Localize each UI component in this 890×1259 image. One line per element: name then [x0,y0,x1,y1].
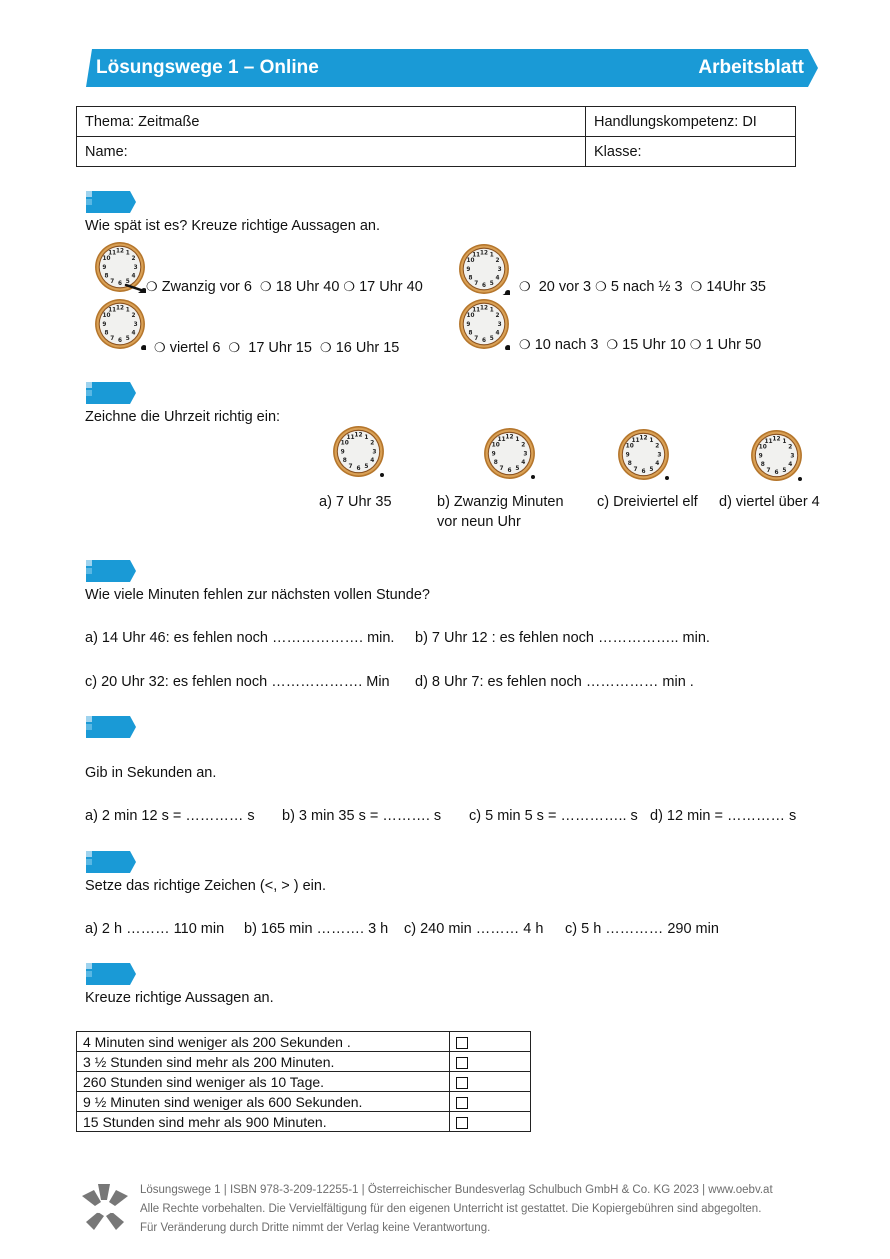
radio-bullet[interactable]: ❍ [320,340,332,355]
task2-b-line2: vor neun Uhr [437,514,521,530]
option: Zwanzig vor 6 [161,279,252,295]
header-banner [86,49,818,87]
header-title: Lösungswege 1 – Online [96,57,319,78]
radio-bullet[interactable]: ❍ [606,337,619,352]
task4-d: d) 12 min = ………… s [650,808,797,824]
footer [140,1181,773,1238]
radio-bullet[interactable]: ❍ [595,279,607,294]
task2-c: c) Dreiviertel elf [597,494,698,510]
option: 10 nach 3 [534,337,599,353]
checkbox[interactable] [456,1097,468,1109]
task3-d: d) 8 Uhr 7: es fehlen noch …………… min . [415,674,694,690]
option: 17 Uhr 40 [359,279,423,295]
task3-c: c) 20 Uhr 32: es fehlen noch ………………. Min [85,674,390,690]
footer-line: Lösungswege 1 | ISBN 978-3-209-12255-1 | Österreichischer Bundesverlag Schulbuch GmbH & Co. KG 2023 | www.oebv.at [140,1184,773,1196]
clock-icon [94,241,146,293]
task4-c: c) 5 min 5 s = ………….. s [469,808,638,824]
task5-c: c) 240 min ……… 4 h [404,921,544,937]
info-table [76,106,796,167]
task3-prompt: Wie viele Minuten fehlen zur nächsten vollen Stunde? [85,587,430,603]
table-row [77,1092,531,1112]
footer-line: Für Veränderung durch Dritte nimmt der Verlag keine Verantwortung. [140,1222,491,1234]
blank-clock-icon[interactable] [617,428,670,481]
radio-bullet[interactable]: ❍ [519,337,531,352]
option: 1 Uhr 50 [705,337,762,353]
option: 17 Uhr 15 [248,340,312,356]
statement: 15 Stunden sind mehr als 900 Minuten. [77,1112,450,1132]
table-row [77,1052,531,1072]
option: viertel 6 [169,340,221,356]
task3-b: b) 7 Uhr 12 : es fehlen noch …………….. min. [415,630,710,646]
statement: 3 ½ Stunden sind mehr als 200 Minuten. [77,1052,450,1072]
blank-clock-icon[interactable] [332,425,385,478]
task4-b: b) 3 min 35 s = ………. s [282,808,442,824]
checkbox[interactable] [456,1057,468,1069]
task-marker-icon [86,191,136,213]
task5-b: b) 165 min ………. 3 h [244,921,389,937]
header-type: Arbeitsblatt [698,57,804,78]
table-row [77,1112,531,1132]
task-marker-icon [86,560,136,582]
statement: 260 Stunden sind weniger als 10 Tage. [77,1072,450,1092]
option: 20 vor 3 [538,279,592,295]
task-marker-icon [86,963,136,985]
task1-row1-right [519,279,766,295]
task-marker-icon [86,851,136,873]
radio-bullet[interactable]: ❍ [343,279,356,294]
clock-icon [94,298,146,350]
option: 14Uhr 35 [706,279,766,295]
clock-icon [458,243,510,295]
radio-bullet[interactable]: ❍ [519,279,531,294]
task1-prompt: Wie spät ist es? Kreuze richtige Aussagen an. [85,218,380,234]
radio-bullet[interactable]: ❍ [260,279,272,294]
logo-text: öbv [94,1205,116,1216]
class-cell[interactable]: Klasse: [586,137,796,167]
option: 18 Uhr 40 [275,279,340,295]
statement: 9 ½ Minuten sind weniger als 600 Sekunden. [77,1092,450,1112]
name-cell[interactable]: Name: [77,137,586,167]
task-marker-icon [86,716,136,738]
blank-clock-icon[interactable] [750,429,803,482]
radio-bullet[interactable]: ❍ [228,340,241,355]
table-row [77,1072,531,1092]
radio-bullet[interactable]: ❍ [690,279,703,294]
statements-table [76,1031,531,1132]
task2-d: d) viertel über 4 [719,494,820,510]
table-row [77,1032,531,1052]
task4-a: a) 2 min 12 s = ………… s [85,808,255,824]
option: 5 nach ½ 3 [610,279,683,295]
task3-a: a) 14 Uhr 46: es fehlen noch ………………. min. [85,630,395,646]
task-marker-icon [86,382,136,404]
task1-row2-left [154,340,399,356]
task2-b-line1: b) Zwanzig Minuten [437,494,564,510]
checkbox[interactable] [456,1037,468,1049]
option: 15 Uhr 10 [622,337,686,353]
task2-prompt: Zeichne die Uhrzeit richtig ein: [85,409,281,425]
topic-cell: Thema: Zeitmaße [77,107,586,137]
radio-bullet[interactable]: ❍ [154,340,166,355]
checkbox[interactable] [456,1077,468,1089]
clock-icon [458,298,510,350]
task1-row1-left [146,279,423,295]
task6-prompt: Kreuze richtige Aussagen an. [85,990,274,1006]
checkbox[interactable] [456,1117,468,1129]
task4-prompt: Gib in Sekunden an. [85,765,217,781]
statement: 4 Minuten sind weniger als 200 Sekunden . [77,1032,450,1052]
option: 16 Uhr 15 [335,340,400,356]
radio-bullet[interactable]: ❍ [689,337,702,352]
footer-line: Alle Rechte vorbehalten. Die Vervielfältigung für den eigenen Unterricht ist gestattet. Die Kopiergebühren sind abgegolten. [140,1203,762,1215]
task5-d: c) 5 h ………… 290 min [565,921,719,937]
blank-clock-icon[interactable] [483,427,536,480]
radio-bullet[interactable]: ❍ [146,279,158,294]
task1-row2-right [519,337,761,353]
task5-prompt: Setze das richtige Zeichen (<, > ) ein. [85,878,326,894]
publisher-logo-icon [80,1182,130,1232]
task2-a: a) 7 Uhr 35 [319,494,392,510]
task5-a: a) 2 h ……… 110 min [85,921,225,937]
competence-cell: Handlungskompetenz: DI [586,107,796,137]
